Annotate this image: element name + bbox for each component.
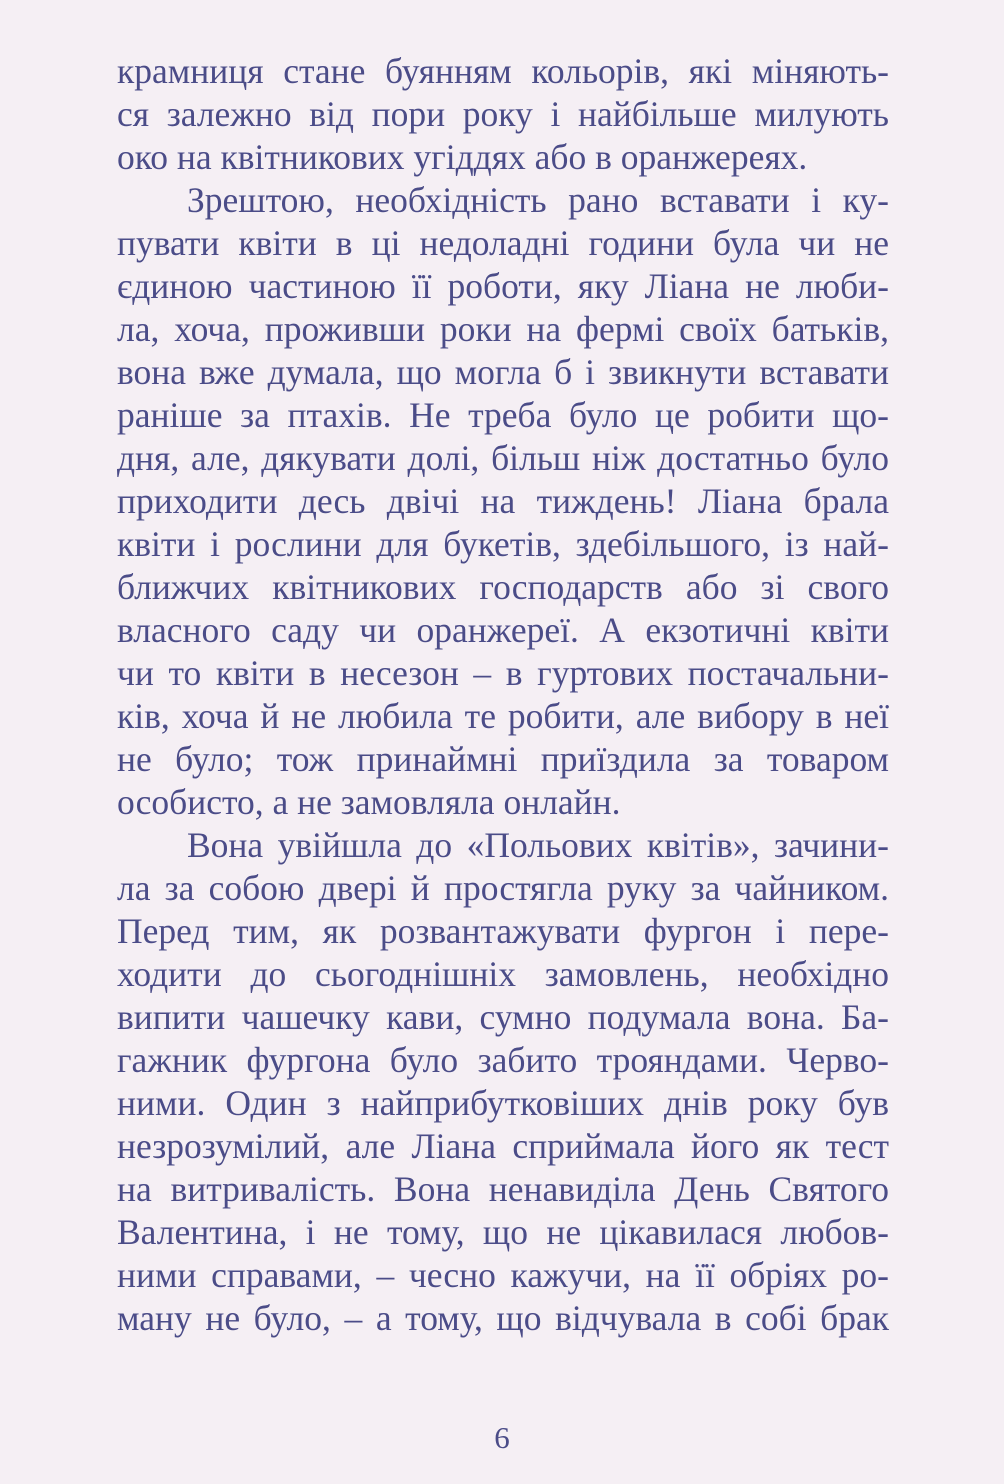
text-line: ків, хоча й не любила те робити, але вибору в неї: [117, 696, 889, 736]
text-line: ближчих квітникових господарств або зі свого: [117, 567, 889, 607]
text-line: чи то квіти в несезон – в гуртових постачальни-: [117, 653, 889, 693]
text-line: особисто, а не замовляла онлайн.: [117, 782, 621, 822]
text-line: квіти і рослини для букетів, здебільшого, із най-: [117, 524, 889, 564]
paragraph-start-line: Зрештою, необхідність рано вставати і ку-: [187, 180, 889, 220]
text-line: ла, хоча, проживши роки на фермі своїх батьків,: [117, 309, 889, 349]
text-line: ходити до сьогоднішніх замовлень, необхідно: [117, 954, 889, 994]
text-line: власного саду чи оранжереї. А екзотичні квіти: [117, 610, 889, 650]
text-line: не було; тож принаймні приїздила за товаром: [117, 739, 889, 779]
text-line: Перед тим, як розвантажувати фургон і пере-: [117, 911, 889, 951]
text-line: ними справами, – чесно кажучи, на її обріях ро-: [117, 1255, 889, 1295]
text-line: єдиною частиною її роботи, яку Ліана не люби-: [117, 266, 889, 306]
text-line: на витривалість. Вона ненавиділа День Святого: [117, 1169, 889, 1209]
page-number: 6: [494, 1420, 510, 1455]
text-line: дня, але, дякувати долі, більш ніж достатньо було: [117, 438, 889, 478]
text-line: вона вже думала, що могла б і звикнути вставати: [117, 352, 889, 392]
text-line: ла за собою двері й простягла руку за чайником.: [117, 868, 889, 908]
text-line: ману не було, – а тому, що відчувала в собі брак: [117, 1298, 889, 1338]
body-text: [117, 50, 889, 1340]
text-line: пувати квіти в ці недоладні години була чи не: [117, 223, 889, 263]
text-line: крамниця стане буянням кольорів, які міняють-: [117, 51, 889, 91]
text-line: ними. Один з найприбутковіших днів року був: [117, 1083, 889, 1123]
text-line: раніше за птахів. Не треба було це робити що-: [117, 395, 889, 435]
paragraph-start-line: Вона увійшла до «Польових квітів», зачини-: [187, 825, 889, 865]
text-line: око на квітникових угіддях або в оранжереях.: [117, 137, 808, 177]
text-line: ся залежно від пори року і найбільше милують: [117, 94, 889, 134]
text-line: Валентина, і не тому, що не цікавилася любов-: [117, 1212, 889, 1252]
text-line: незрозумілий, але Ліана сприймала його як тест: [117, 1126, 889, 1166]
text-line: приходити десь двічі на тиждень! Ліана брала: [117, 481, 889, 521]
text-line: гажник фургона було забито трояндами. Черво-: [117, 1040, 889, 1080]
text-line: випити чашечку кави, сумно подумала вона. Ба-: [117, 997, 889, 1037]
